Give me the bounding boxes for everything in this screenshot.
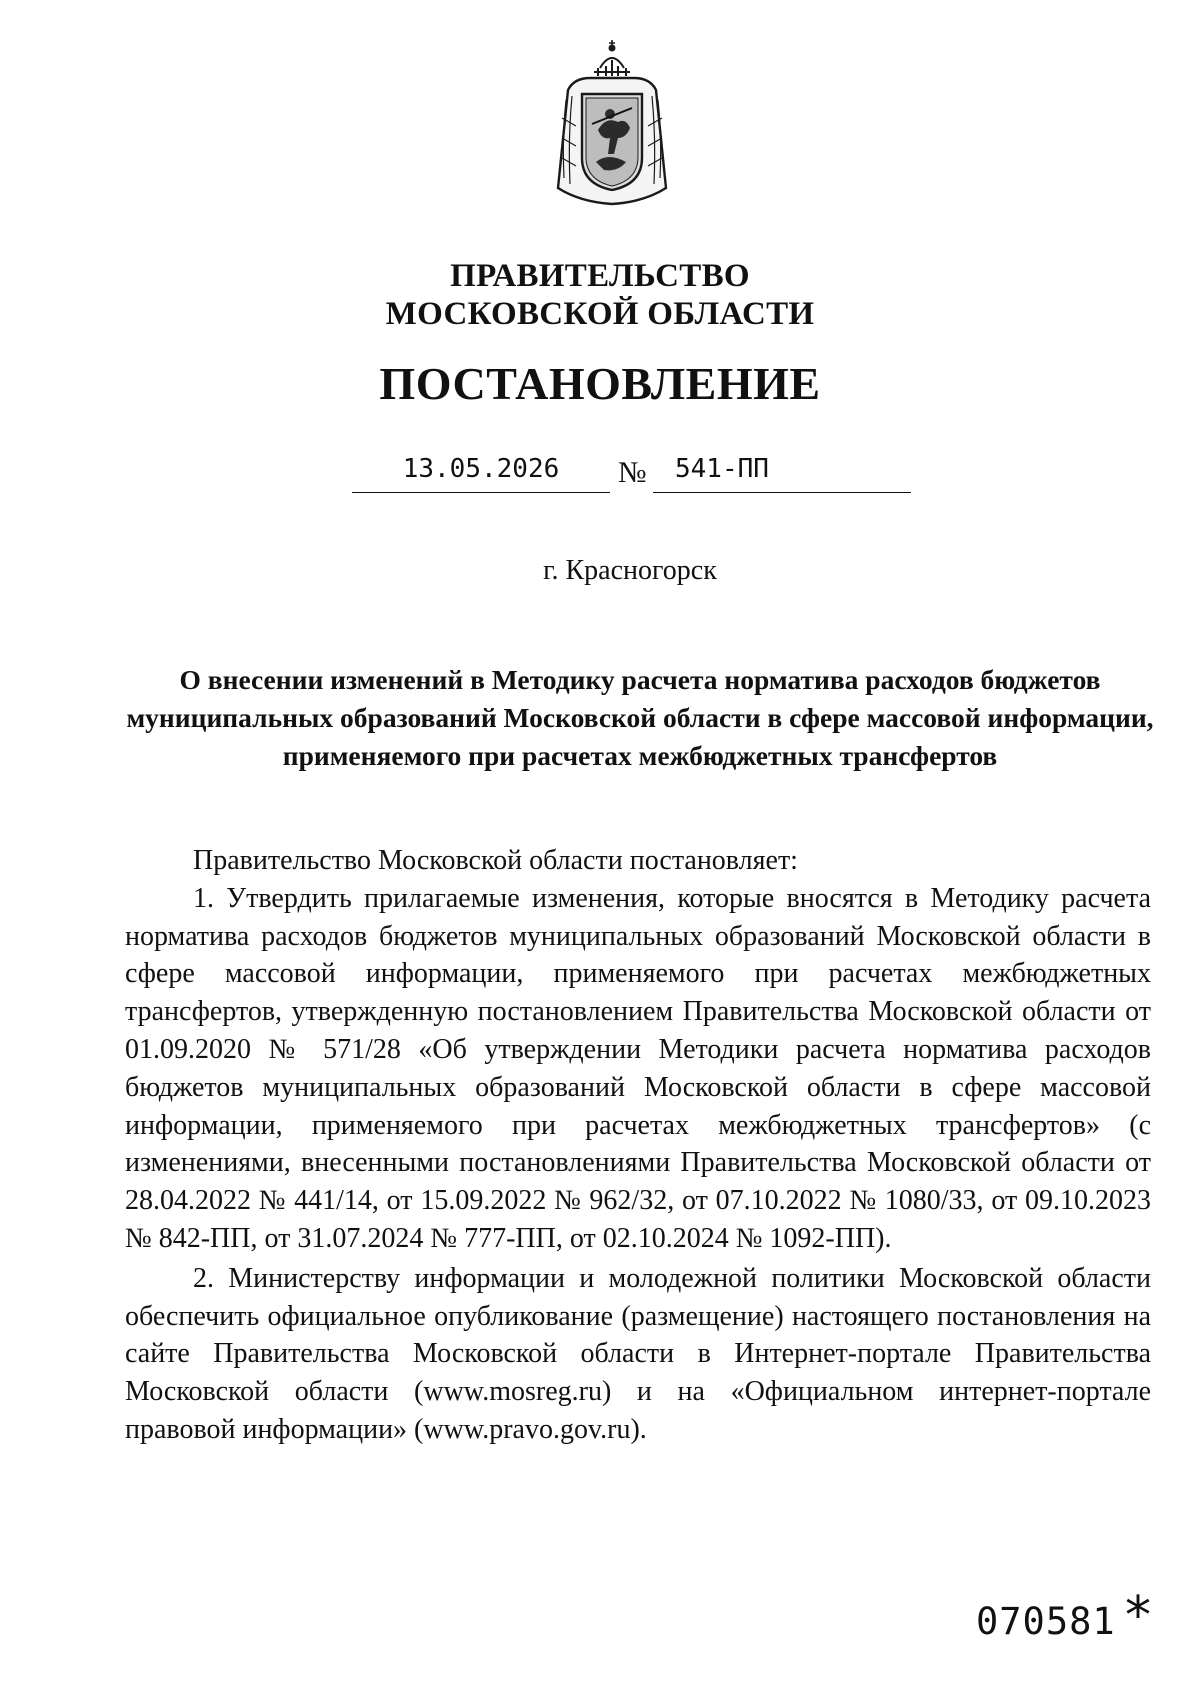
document-type-title: ПОСТАНОВЛЕНИЕ [379,358,821,409]
serial-number: 070581 [976,1600,1116,1643]
decree-date-field [352,452,610,493]
number-sign: № [618,456,647,489]
preamble-paragraph: Правительство Московской области постановляет: [193,845,798,876]
coat-of-arms-icon [548,38,676,206]
decree-number: 541-ПП [675,454,769,484]
item-2-paragraph: 2. Министерству информации и молодежной политики Московской области обеспечить официальное опубликование (размещение) настоящего постановления на сайте Правительства Московской области в Интернет-портале Правительства Московской области (www.mosreg.ru) и на «Официальном интернет-портале правовой информации» (www.pravo.gov.ru). [125,1262,1151,1445]
asterisk-mark: * [1125,1586,1151,1646]
decree-body [125,842,1151,1449]
government-name-line1: ПРАВИТЕЛЬСТВО [450,258,750,294]
decree-date: 13.05.2026 [402,454,560,484]
item-1-paragraph: 1. Утвердить прилагаемые изменения, которые вносятся в Методику расчета норматива расходов бюджетов муниципальных образований Московской области в сфере массовой информации, применяемого при расчетах межбюджетных трансфертов, утвержденную постановлением Правительства Московской области от 01.09.2020 № 571/28 «Об утверждении Методики расчета норматива расходов бюджетов муниципальных образований Московской области в сфере массовой информации, применяемого при расчетах межбюджетных трансфертов» (с изменениями, внесенными постановлениями Правительства Московской области от 28.04.2022 № 441/14, от 15.09.2022 № 962/32, от 07.10.2022 № 1080/33, от 09.10.2023 № 842-ПП, от 31.07.2024 № 777-ПП, от 02.10.2024 № 1092-ПП). [125,882,1151,1254]
government-name-line2: МОСКОВСКОЙ ОБЛАСТИ [385,296,815,332]
decree-number-field [653,452,911,493]
decree-subject: О внесении изменений в Методику расчета норматива расходов бюджетов муниципальных образований Московской области в сфере массовой информации, применяемого при расчетах межбюджетных трансфертов [126,664,1154,771]
city-name: г. Красногорск [543,555,717,586]
